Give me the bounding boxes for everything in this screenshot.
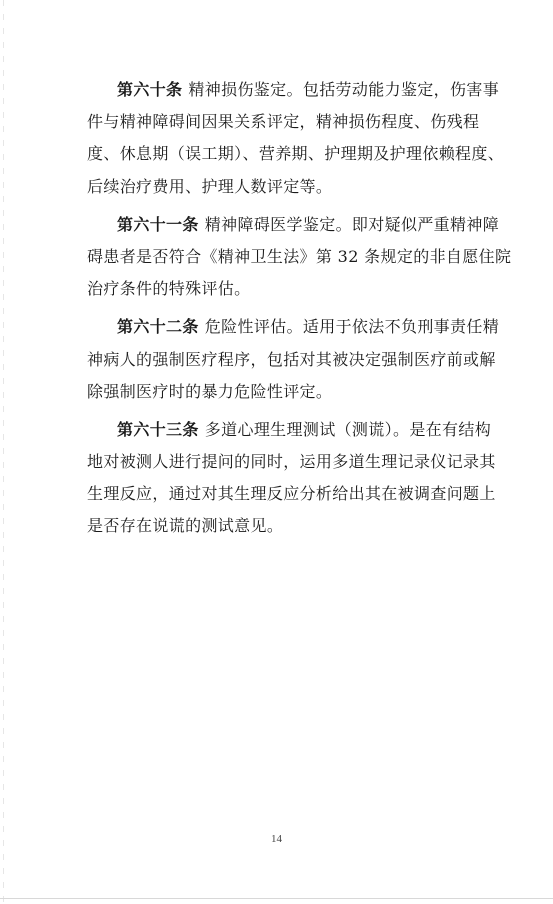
article-text: 精神损伤鉴定。包括劳动能力鉴定，伤害事 <box>188 80 500 99</box>
scan-edge-mark <box>3 0 4 904</box>
article-62 <box>87 311 500 408</box>
article-61 <box>87 209 512 306</box>
article-line: 件与精神障碍间因果关系评定，精神损伤程度、伤残程 <box>87 112 480 132</box>
page-bottom-edge <box>0 898 553 899</box>
article-heading: 第六十条 <box>117 80 183 99</box>
article-60 <box>87 74 505 203</box>
article-text: 多道心理生理测试（测谎）。是在有结构 <box>204 419 492 439</box>
document-body <box>87 74 512 549</box>
article-line: 是否存在说谎的测试意见。 <box>87 516 284 536</box>
article-heading: 第六十一条 <box>117 214 199 234</box>
article-text: 危险性评估。适用于依法不负刑事责任精 <box>204 317 500 337</box>
article-line <box>87 311 500 343</box>
article-line: 除强制医疗时的暴力危险性评定。 <box>87 381 333 401</box>
article-line: 神病人的强制医疗程序，包括对其被决定强制医疗前或解 <box>87 349 496 369</box>
article-line: 治疗条件的特殊评估。 <box>87 279 251 299</box>
article-line <box>87 74 500 106</box>
article-heading: 第六十三条 <box>117 419 199 439</box>
article-text: 精神障碍医学鉴定。即对疑似严重精神障 <box>204 214 500 234</box>
article-line: 地对被测人进行提问的同时，运用多道生理记录仪记录其 <box>87 452 496 472</box>
article-line: 生理反应，通过对其生理反应分析给出其在被调查问题上 <box>87 484 496 504</box>
article-heading: 第六十二条 <box>117 317 199 337</box>
article-line: 碍患者是否符合《精神卫生法》第 32 条规定的非自愿住院 <box>87 246 512 266</box>
article-line: 度、休息期（误工期）、营养期、护理期及护理依赖程度、 <box>87 144 505 164</box>
article-63 <box>87 414 496 543</box>
article-line <box>87 414 492 446</box>
article-line <box>87 209 500 241</box>
article-line: 后续治疗费用、护理人数评定等。 <box>87 176 333 196</box>
page-number: 14 <box>271 833 282 845</box>
